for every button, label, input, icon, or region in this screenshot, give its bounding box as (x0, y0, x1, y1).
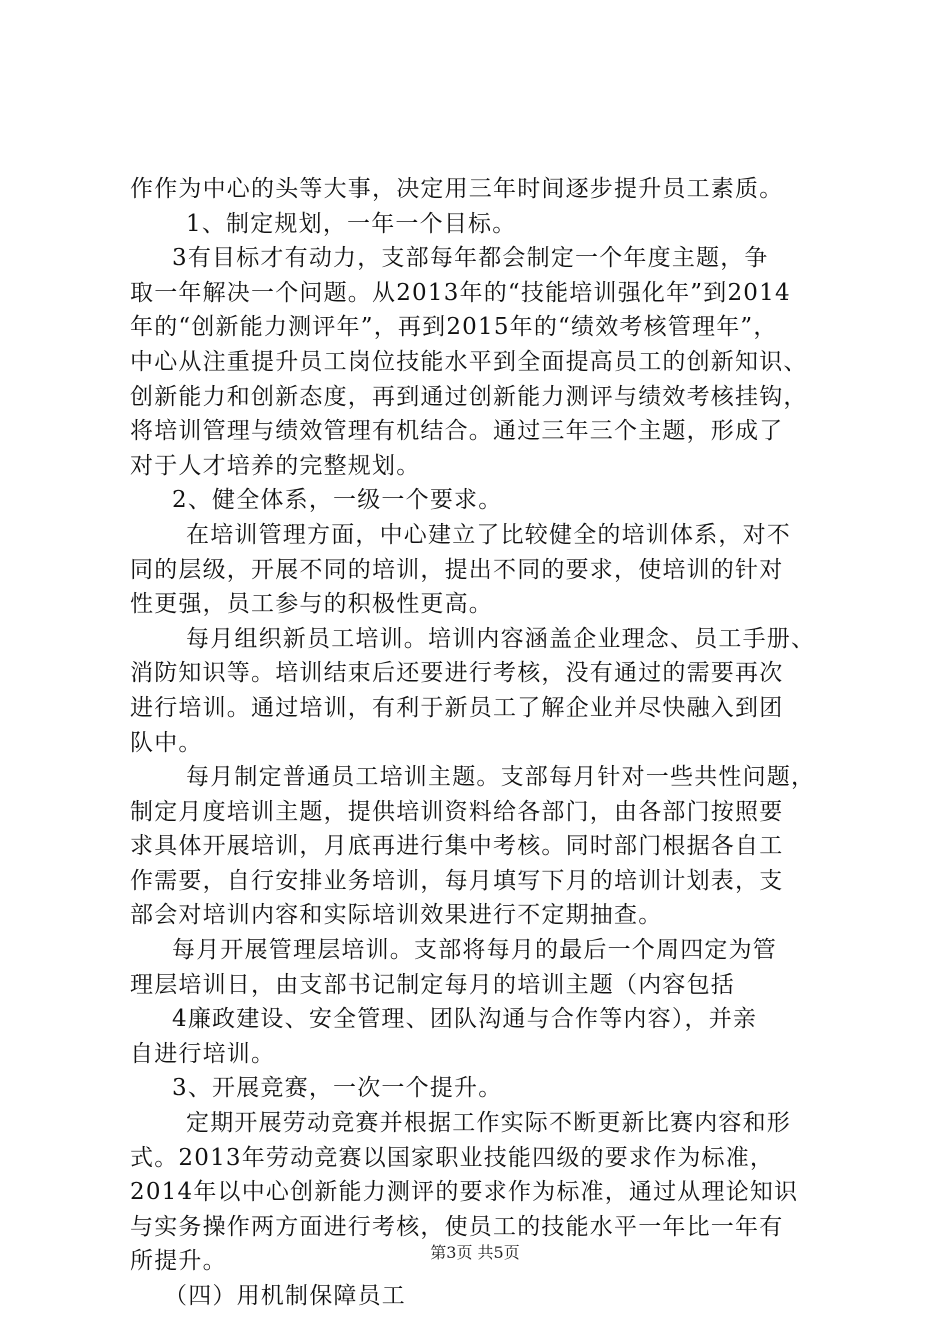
text-line: 对于人才培养的完整规划。 (130, 452, 421, 479)
text-line: 与实务操作两方面进行考核，使员工的技能水平一年比一年有 (130, 1213, 784, 1240)
text-line: 式。2013年劳动竞赛以国家职业技能四级的要求作为标准， (130, 1144, 775, 1171)
text-line: 创新能力和创新态度，再到通过创新能力测评与绩效考核挂钩， (130, 383, 808, 410)
text-line: 部会对培训内容和实际培训效果进行不定期抽查。 (130, 902, 663, 929)
text-line: 制定月度培训主题，提供培训资料给各部门，由各部门按照要 (130, 798, 784, 825)
text-line: 作需要，自行安排业务培训，每月填写下月的培训计划表，支 (130, 867, 784, 894)
text-line: 年的“创新能力测评年”，再到2015年的“绩效考核管理年”， (130, 314, 778, 341)
text-line: 消防知识等。培训结束后还要进行考核，没有通过的需要再次 (130, 660, 784, 687)
text-line: 2014年以中心创新能力测评的要求作为标准，通过从理论知识 (130, 1179, 799, 1206)
text-line: 性更强，员工参与的积极性更高。 (130, 591, 493, 618)
text-line: 3、开展竞赛，一次一个提升。 (172, 1075, 503, 1102)
text-line: 在培训管理方面，中心建立了比较健全的培训体系，对不 (186, 521, 791, 548)
text-line: 1、制定规划，一年一个目标。 (186, 210, 517, 237)
page-number-footer: 第3页 共5页 (430, 1243, 520, 1262)
text-line: 4廉政建设、安全管理、团队沟通与合作等内容），并亲 (172, 1006, 758, 1033)
text-line: 所提升。 (130, 1248, 227, 1275)
text-line: 将培训管理与绩效管理有机结合。通过三年三个主题，形成了 (130, 418, 784, 445)
text-line: 作作为中心的头等大事，决定用三年时间逐步提升员工素质。 (130, 176, 784, 202)
text-line: 每月组织新员工培训。培训内容涵盖企业理念、员工手册、 (186, 625, 816, 652)
text-line: 自进行培训。 (130, 1040, 276, 1067)
text-line: 进行培训。通过培训，有利于新员工了解企业并尽快融入到团 (130, 694, 784, 721)
text-line: 3有目标才有动力，支部每年都会制定一个年度主题，争 (172, 245, 769, 272)
text-line: 中心从注重提升员工岗位技能水平到全面提高员工的创新知识、 (130, 348, 808, 375)
text-line: 每月制定普通员工培训主题。支部每月针对一些共性问题， (186, 764, 816, 791)
text-line: 取一年解决一个问题。从2013年的“技能培训强化年”到2014 (130, 279, 791, 306)
text-line: 每月开展管理层培训。支部将每月的最后一个周四定为管 (172, 937, 777, 964)
section-heading: （四）用机制保障员工 (164, 1283, 406, 1309)
text-line: 理层培训日，由支部书记制定每月的培训主题（内容包括 (130, 971, 735, 998)
text-line: 2、健全体系，一级一个要求。 (172, 487, 503, 514)
text-line: 求具体开展培训，月底再进行集中考核。同时部门根据各自工 (130, 833, 784, 860)
text-line: 队中。 (130, 729, 203, 756)
text-line: 同的层级，开展不同的培训，提出不同的要求，使培训的针对 (130, 556, 784, 583)
text-line: 定期开展劳动竞赛并根据工作实际不断更新比赛内容和形 (186, 1110, 791, 1137)
document-body (130, 172, 830, 1314)
